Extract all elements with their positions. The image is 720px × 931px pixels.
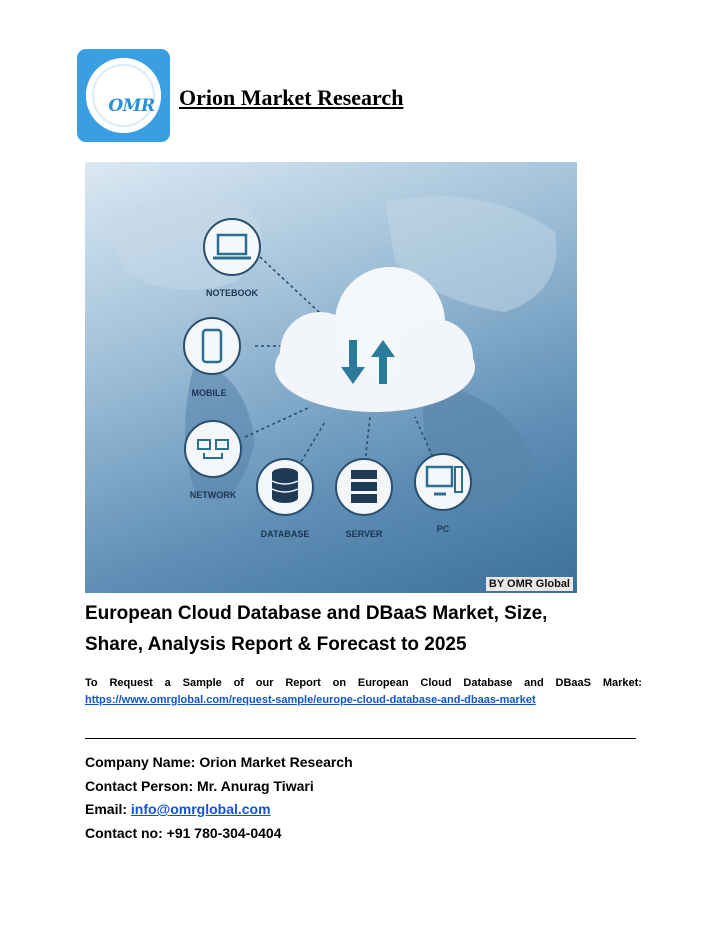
network-label: NETWORK — [189, 490, 237, 500]
connector-line — [365, 417, 370, 462]
mobile-label: MOBILE — [191, 388, 227, 398]
phone-value: +91 780-304-0404 — [166, 824, 282, 841]
sample-request-text: To Request a Sample of our Report on European Cloud Database and DBaaS Market: — [85, 677, 642, 689]
phone-label: Contact no: — [85, 824, 167, 841]
server-icon — [336, 459, 392, 515]
divider — [85, 738, 636, 739]
omr-logo — [77, 49, 170, 142]
email-label: Email: — [85, 801, 131, 817]
mobile-icon — [184, 318, 240, 374]
sample-request-link[interactable]: https://www.omrglobal.com/request-sample/europe-cloud-database-and-dbaas-market — [85, 694, 536, 706]
database-icon — [257, 459, 313, 515]
company-label: Company Name: — [85, 754, 200, 770]
person-label: Contact Person: — [85, 777, 198, 794]
database-label: DATABASE — [260, 529, 310, 539]
notebook-label: NOTEBOOK — [205, 288, 259, 298]
network-icon — [185, 421, 241, 477]
server-label: SERVER — [345, 529, 383, 539]
email-line — [85, 798, 353, 822]
cloud-diagram — [85, 162, 577, 593]
connector-line — [245, 407, 310, 437]
notebook-icon — [204, 219, 260, 275]
image-credit: BY OMR Global — [486, 577, 573, 591]
report-title-line-1: European Cloud Database and DBaaS Market, Size, — [85, 603, 548, 624]
logo-ring — [86, 58, 161, 133]
phone-line — [85, 822, 353, 846]
email-link[interactable]: info@omrglobal.com — [130, 801, 271, 817]
hero-image — [85, 162, 577, 593]
report-title — [85, 598, 645, 660]
pc-icon — [415, 454, 471, 510]
logo-text: OMR — [108, 96, 155, 116]
logo-inner-circle — [92, 64, 155, 127]
company-value: Orion Market Research — [199, 754, 353, 770]
company-line — [85, 751, 353, 775]
person-line — [85, 775, 353, 799]
contact-block — [85, 751, 353, 845]
person-value: Mr. Anurag Tiwari — [197, 777, 314, 794]
pc-label: PC — [436, 524, 450, 534]
report-title-line-2: Share, Analysis Report & Forecast to 2025 — [85, 634, 467, 655]
brand-name[interactable]: Orion Market Research — [179, 85, 404, 110]
sample-request — [85, 675, 645, 709]
